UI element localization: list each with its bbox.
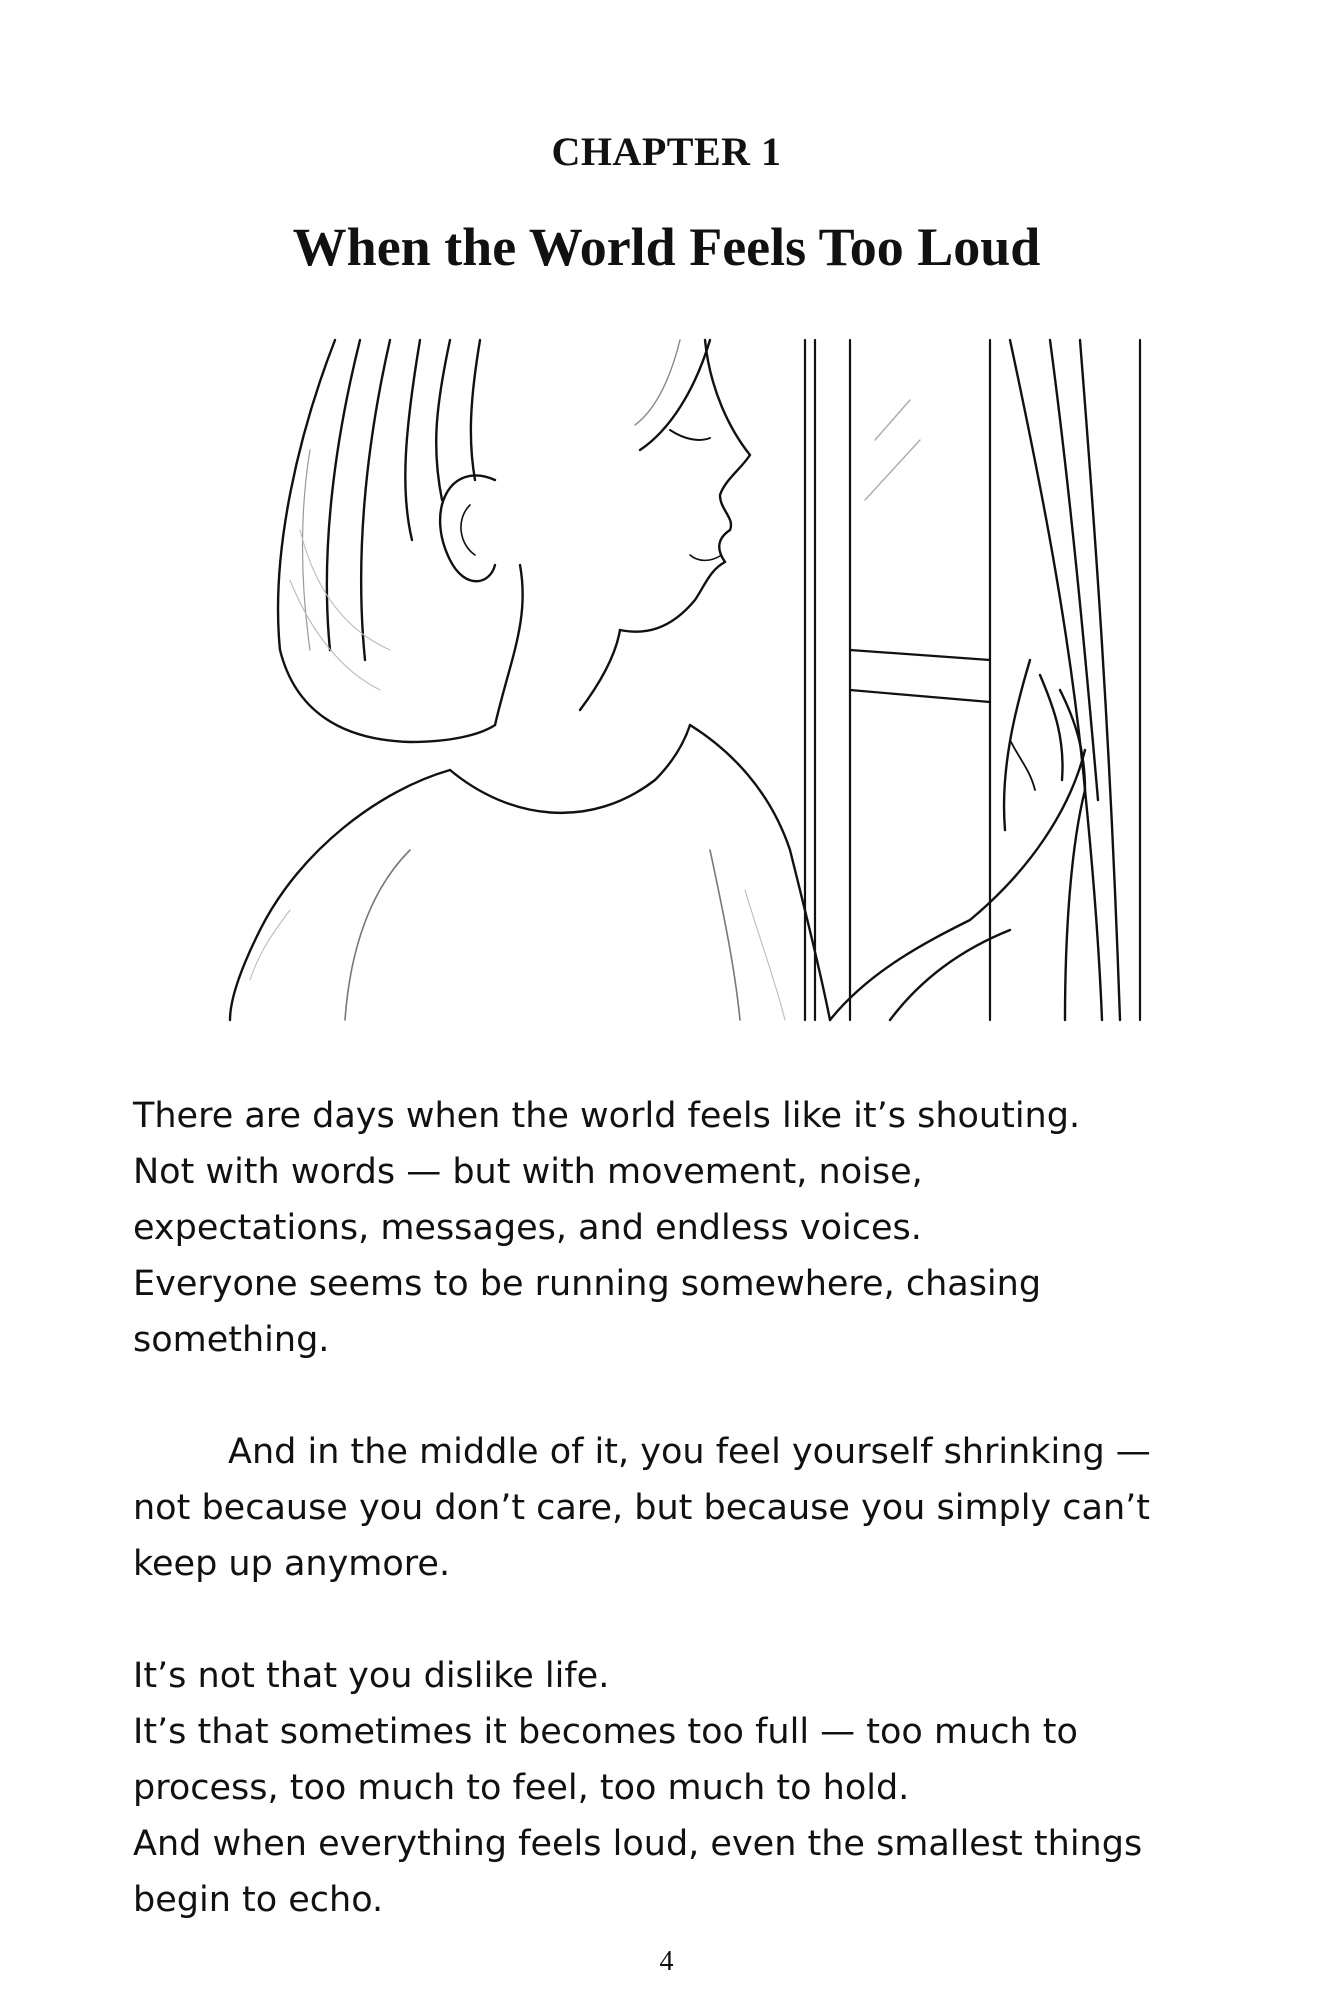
line-drawing-woman-at-window-icon [150, 330, 1190, 1030]
hair [278, 340, 710, 742]
chapter-title: When the World Feels Too Loud [292, 217, 1041, 277]
arm-hand [830, 660, 1085, 1020]
body-text [133, 1088, 1213, 1928]
paragraph-3: It’s not that you dislike life. It’s that sometimes it becomes too full — too much to process, too much to feel, too much to hold. And when everything feels loud, even the smallest things begin to echo. [133, 1656, 1143, 1920]
curtain [1010, 340, 1120, 1020]
page-number: 4 [659, 1946, 674, 1977]
face-profile [620, 340, 750, 632]
paragraph-2: And in the middle of it, you feel yourself shrinking — not because you don’t care, but because you simply can’t keep up anymore. [133, 1432, 1151, 1584]
sketch-shading [250, 530, 785, 1020]
ear [440, 475, 495, 581]
paragraph-1: There are days when the world feels like it’s shouting. Not with words — but with movement, noise, expectations, messages, and endless voices. Everyone seems to be running somewhere, chasing something. [133, 1096, 1081, 1360]
neck-shoulders [230, 565, 830, 1020]
chapter-label: CHAPTER 1 [551, 129, 782, 174]
